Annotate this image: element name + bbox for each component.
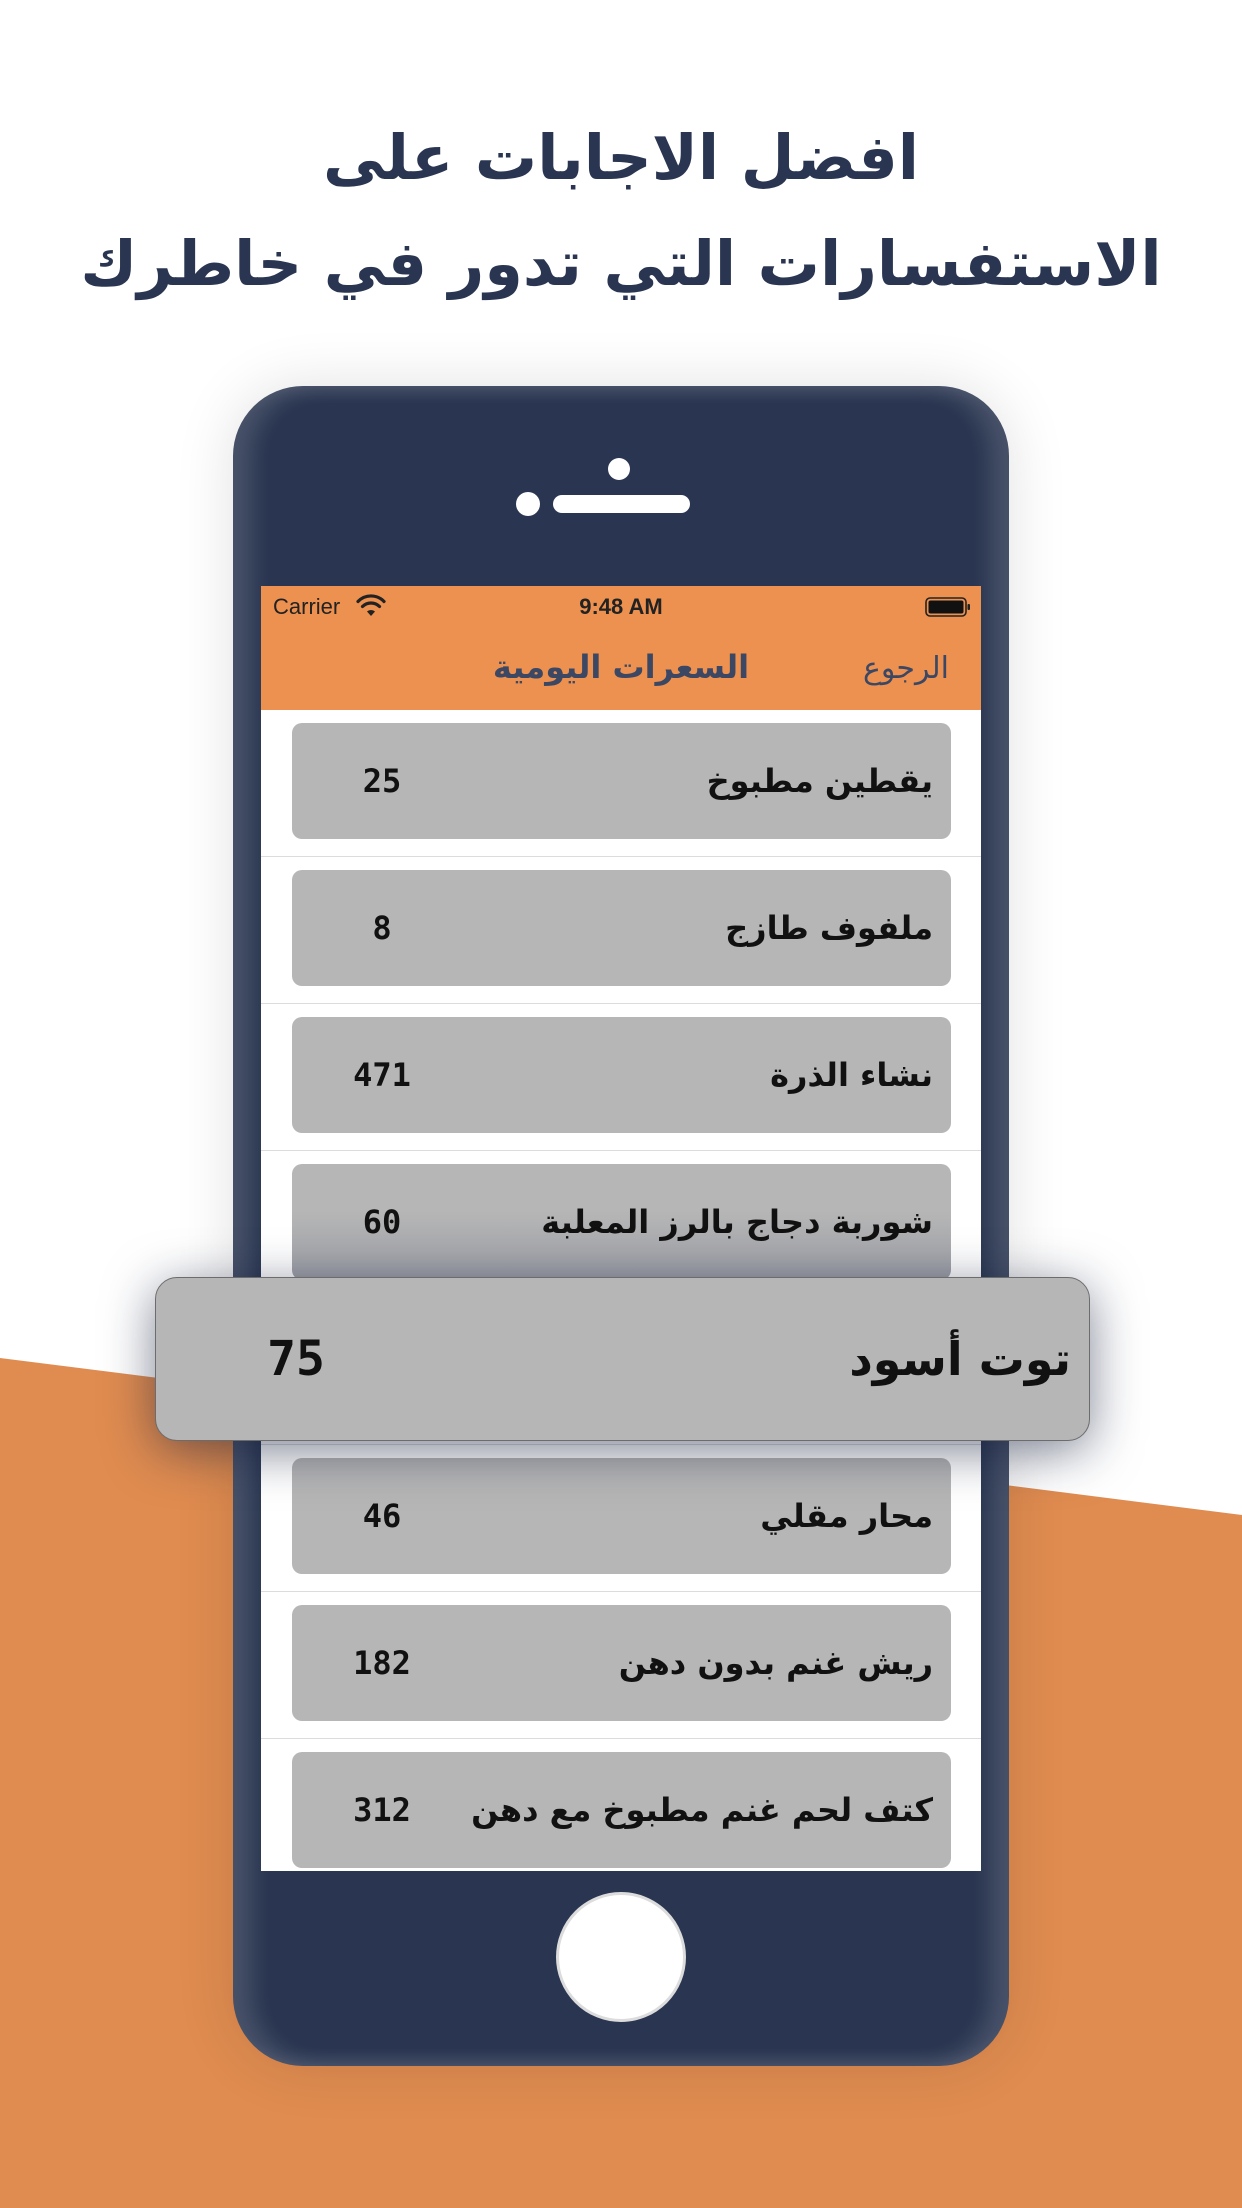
navigation-bar (261, 586, 981, 710)
list-item-card (292, 1017, 951, 1133)
item-calories: 8 (372, 909, 392, 947)
list-item-card (292, 1752, 951, 1868)
list-item-card (292, 1605, 951, 1721)
list-item[interactable] (261, 1739, 981, 1871)
item-name: ملفوف طازج (725, 909, 933, 947)
speaker-icon (553, 495, 690, 513)
item-name: يقطين مطبوخ (706, 762, 933, 800)
camera-icon (608, 458, 630, 480)
item-calories: 182 (353, 1644, 411, 1682)
list-item[interactable] (261, 1592, 981, 1739)
item-calories: 312 (353, 1791, 411, 1829)
list-item-card (292, 1164, 951, 1280)
highlighted-item-calories: 75 (267, 1331, 325, 1387)
item-name: محار مقلي (760, 1497, 933, 1535)
list-item[interactable] (261, 857, 981, 1004)
promo-headline (0, 105, 1242, 317)
item-calories: 46 (362, 1497, 402, 1535)
highlighted-list-item[interactable] (155, 1277, 1090, 1441)
item-name: ريش غنم بدون دهن (618, 1644, 933, 1682)
list-item[interactable] (261, 1004, 981, 1151)
status-carrier: Carrier (273, 594, 341, 619)
item-calories: 471 (353, 1056, 411, 1094)
item-calories: 25 (362, 762, 402, 800)
highlighted-item-name: توت أسود (849, 1332, 1071, 1386)
item-name: شوربة دجاج بالرز المعلبة (541, 1203, 933, 1241)
list-item[interactable] (261, 1151, 981, 1298)
back-button[interactable]: الرجوع (863, 651, 949, 686)
headline-line-2: الاستفسارات التي تدور في خاطرك (80, 227, 1162, 300)
item-name: نشاء الذرة (770, 1056, 933, 1094)
battery-icon (925, 596, 971, 618)
list-item-card (292, 870, 951, 986)
list-item-card (292, 1458, 951, 1574)
list-item[interactable] (261, 710, 981, 857)
headline-line-1: افضل الاجابات على (322, 121, 920, 194)
item-calories: 60 (362, 1203, 402, 1241)
item-name: كتف لحم غنم مطبوخ مع دهن (471, 1791, 933, 1829)
home-button[interactable] (556, 1892, 686, 2022)
page-title: السعرات اليومية (492, 648, 750, 686)
list-item-card (292, 723, 951, 839)
phone-frame (233, 386, 1009, 2066)
status-time: 9:48 AM (579, 594, 663, 619)
list-item[interactable] (261, 1445, 981, 1592)
sensor-icon (516, 492, 540, 516)
app-screen (261, 586, 981, 1871)
